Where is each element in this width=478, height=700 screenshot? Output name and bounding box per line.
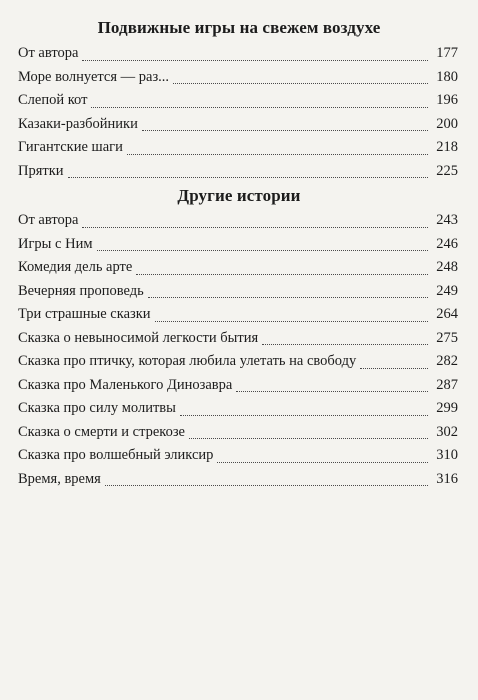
dot-leader (68, 176, 428, 178)
toc-entry-title: Три страшные сказки (18, 306, 151, 322)
toc-entry-page: 302 (436, 423, 458, 440)
toc-entry-page: 246 (436, 235, 458, 252)
toc-entry (18, 351, 458, 375)
toc-entry (18, 210, 458, 234)
toc-entry-title: Комедия дель арте (18, 259, 133, 275)
dot-leader (142, 129, 428, 131)
toc-list-other-stories (18, 210, 458, 492)
toc-entry-page: 264 (436, 306, 458, 322)
toc-entry-page: 275 (436, 329, 458, 346)
toc-entry (18, 445, 458, 469)
dot-leader (155, 320, 428, 322)
toc-entry (18, 161, 458, 185)
toc-entry-title: Слепой кот (18, 92, 88, 108)
toc-entry (18, 43, 458, 67)
toc-entry-page: 287 (436, 376, 458, 393)
toc-entry-title: От автора (18, 212, 79, 228)
toc-entry-title: От автора (18, 45, 79, 61)
toc-entry-page: 177 (436, 45, 458, 61)
toc-entry (18, 90, 458, 114)
toc-entry (18, 328, 458, 352)
dot-leader (148, 296, 428, 298)
toc-entry-page: 225 (436, 162, 458, 179)
toc-entry-page: 218 (436, 139, 458, 155)
dot-leader (82, 226, 428, 228)
toc-entry-title: Сказка о смерти и стрекозе (18, 423, 185, 440)
toc-list-outdoor-games (18, 43, 458, 184)
dot-leader (262, 343, 428, 345)
toc-entry-page: 200 (436, 115, 458, 132)
toc-entry-title: Время, время (18, 470, 101, 487)
section-title-other-stories: Другие истории (177, 186, 301, 205)
toc-entry (18, 398, 458, 422)
toc-entry-page: 180 (436, 68, 458, 85)
toc-entry-title: Сказка про волшебный эликсир (18, 447, 214, 463)
toc-entry-title: Море волнуется — раз... (18, 68, 170, 85)
toc-entry (18, 67, 458, 91)
toc-entry-title: Казаки-разбойники (18, 115, 138, 132)
toc-entry-title: Гигантские шаги (18, 139, 123, 155)
dot-leader (189, 437, 428, 439)
toc-entry-title: Сказка о невыносимой легкости бытия (18, 329, 259, 346)
dot-leader (217, 461, 428, 463)
toc-entry-title: Сказка про силу молитвы (18, 400, 176, 416)
toc-entry (18, 137, 458, 161)
toc-entry-page: 282 (436, 353, 458, 369)
toc-entry-title: Прятки (18, 162, 64, 179)
toc-entry (18, 114, 458, 138)
toc-entry-page: 243 (436, 212, 458, 228)
section-title-outdoor-games: Подвижные игры на свежем воздухе (97, 18, 381, 37)
dot-leader (127, 153, 428, 155)
dot-leader (136, 273, 428, 275)
toc-entry-page: 310 (436, 447, 458, 463)
toc-entry-title: Сказка про птичку, которая любила улетать на свободу (18, 353, 357, 369)
toc-entry (18, 469, 458, 493)
toc-entry (18, 257, 458, 281)
dot-leader (105, 484, 428, 486)
dot-leader (91, 106, 428, 108)
dot-leader (82, 59, 428, 61)
toc-entry (18, 375, 458, 399)
dot-leader (236, 390, 428, 392)
toc-entry (18, 304, 458, 328)
toc-entry-page: 196 (436, 92, 458, 108)
toc-entry (18, 281, 458, 305)
toc-entry-title: Сказка про Маленького Динозавра (18, 376, 233, 393)
dot-leader (97, 249, 428, 251)
dot-leader (173, 82, 428, 84)
toc-entry (18, 422, 458, 446)
dot-leader (360, 367, 428, 369)
toc-entry-page: 316 (436, 470, 458, 487)
toc-entry-page: 249 (436, 282, 458, 299)
dot-leader (180, 414, 428, 416)
toc-entry-page: 299 (436, 400, 458, 416)
toc-entry-page: 248 (436, 259, 458, 275)
toc-entry (18, 234, 458, 258)
toc-entry-title: Вечерняя проповедь (18, 282, 144, 299)
toc-entry-title: Игры с Ним (18, 235, 93, 252)
